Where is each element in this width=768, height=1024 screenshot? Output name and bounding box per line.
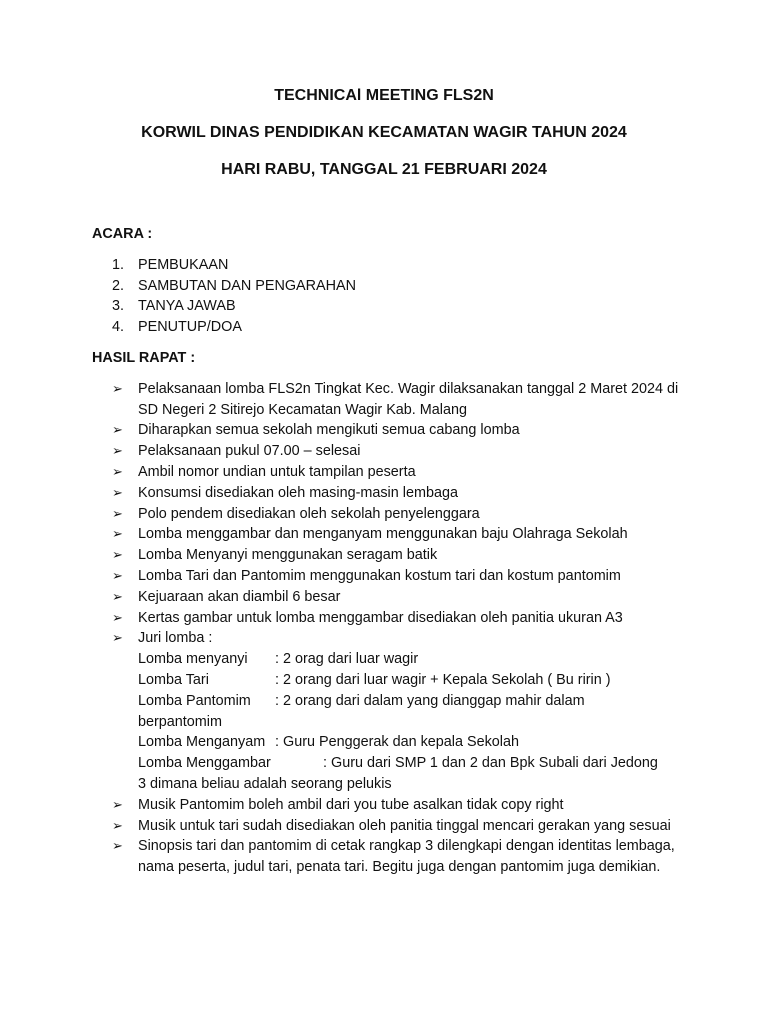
- list-item: ➢ Polo pendem disediakan oleh sekolah penyelenggara: [92, 504, 692, 525]
- document-date: HARI RABU, TANGGAL 21 FEBRUARI 2024: [221, 161, 547, 178]
- juri-row: Lomba Menggambar : Guru dari SMP 1 dan 2 dan Bpk Subali dari Jedong: [138, 755, 658, 772]
- arrow-bullet-icon: ➢: [112, 547, 123, 563]
- list-item: 4. PENUTUP/DOA: [112, 319, 242, 336]
- arrow-bullet-icon: ➢: [112, 567, 123, 583]
- list-item: ➢ Pelaksanaan pukul 07.00 – selesai: [92, 441, 692, 462]
- arrow-bullet-icon: ➢: [112, 838, 123, 854]
- document-title: TECHNICAl MEETING FLS2N: [274, 87, 494, 104]
- arrow-bullet-icon: ➢: [112, 484, 123, 500]
- list-item: ➢ Ambil nomor undian untuk tampilan peserta: [92, 462, 692, 483]
- document-header: [0, 86, 768, 180]
- list-item: ➢ Musik untuk tari sudah disediakan oleh panitia tinggal mencari gerakan yang sesuai: [92, 816, 692, 837]
- list-item: ➢ Diharapkan semua sekolah mengikuti semua cabang lomba: [92, 420, 692, 441]
- list-item: ➢ Lomba Menyanyi menggunakan seragam batik: [92, 545, 692, 566]
- list-item: ➢ Lomba Tari dan Pantomim menggunakan kostum tari dan kostum pantomim: [92, 566, 692, 587]
- hasil-rapat-heading: HASIL RAPAT :: [92, 349, 196, 366]
- arrow-bullet-icon: ➢: [112, 380, 123, 396]
- list-item: 3. TANYA JAWAB: [112, 298, 236, 315]
- arrow-bullet-icon: ➢: [112, 526, 123, 542]
- juri-row: Lomba Pantomim : 2 orang dari dalam yang dianggap mahir dalam: [138, 692, 585, 709]
- arrow-bullet-icon: ➢: [112, 422, 123, 438]
- document-subtitle: KORWIL DINAS PENDIDIKAN KECAMATAN WAGIR TAHUN 2024: [141, 124, 627, 141]
- juri-row: Lomba menyanyi : 2 orag dari luar wagir: [138, 651, 419, 668]
- juri-row: Lomba Tari : 2 orang dari luar wagir + Kepala Sekolah ( Bu ririn ): [138, 671, 611, 688]
- arrow-bullet-icon: ➢: [112, 796, 123, 812]
- hasil-rapat-list: [92, 379, 692, 878]
- list-item: ➢ Musik Pantomim boleh ambil dari you tube asalkan tidak copy right: [92, 795, 692, 816]
- arrow-bullet-icon: ➢: [112, 443, 123, 459]
- arrow-bullet-icon: ➢: [112, 630, 123, 646]
- juri-continuation: 3 dimana beliau adalah seorang pelukis: [138, 775, 392, 792]
- list-item: ➢ Pelaksanaan lomba FLS2n Tingkat Kec. Wagir dilaksanakan tanggal 2 Maret 2024 di SD Negeri 2 Sitirejo Kecamatan Wagir Kab. Malang: [112, 380, 679, 418]
- juri-row: Lomba Menganyam : Guru Penggerak dan kepala Sekolah: [138, 734, 520, 751]
- list-item: ➢ Sinopsis tari dan pantomim di cetak rangkap 3 dilengkapi dengan identitas lembaga, nama peserta, judul tari, penata tari. Begitu juga dengan pantomim juga demikian.: [112, 838, 675, 876]
- acara-heading: ACARA :: [92, 226, 153, 242]
- list-item: ➢ Konsumsi disediakan oleh masing-masin lembaga: [92, 483, 692, 504]
- acara-list: [92, 255, 692, 338]
- arrow-bullet-icon: ➢: [112, 588, 123, 604]
- document-body: [92, 224, 692, 878]
- arrow-bullet-icon: ➢: [112, 817, 123, 833]
- arrow-bullet-icon: ➢: [112, 609, 123, 625]
- list-item: ➢ Lomba menggambar dan menganyam menggunakan baju Olahraga Sekolah: [92, 524, 692, 545]
- juri-lomba-item: ➢ Juri lomba : Lomba menyanyi : 2 orag dari luar wagir Lomba Tari : 2 orang dari luar wagir + Kepala Sekolah ( Bu ririn ) Lomba Pantomim : 2 orang dari dalam yang dianggap mahir dalam berpantomim Lomba Menganyam : Guru Penggerak dan kepala Sekolah Lomba Menggambar : Guru dari SMP 1 dan 2 dan Bpk Subali dari Jedong 3 dimana beliau adalah seorang pelukis: [92, 628, 692, 794]
- list-item: ➢ Kejuaraan akan diambil 6 besar: [92, 587, 692, 608]
- juri-continuation: berpantomim: [138, 713, 222, 730]
- arrow-bullet-icon: ➢: [112, 463, 123, 479]
- list-item: 2. SAMBUTAN DAN PENGARAHAN: [112, 277, 357, 294]
- arrow-bullet-icon: ➢: [112, 505, 123, 521]
- list-item: 1. PEMBUKAAN: [112, 256, 229, 273]
- list-item: ➢ Kertas gambar untuk lomba menggambar disediakan oleh panitia ukuran A3: [92, 608, 692, 629]
